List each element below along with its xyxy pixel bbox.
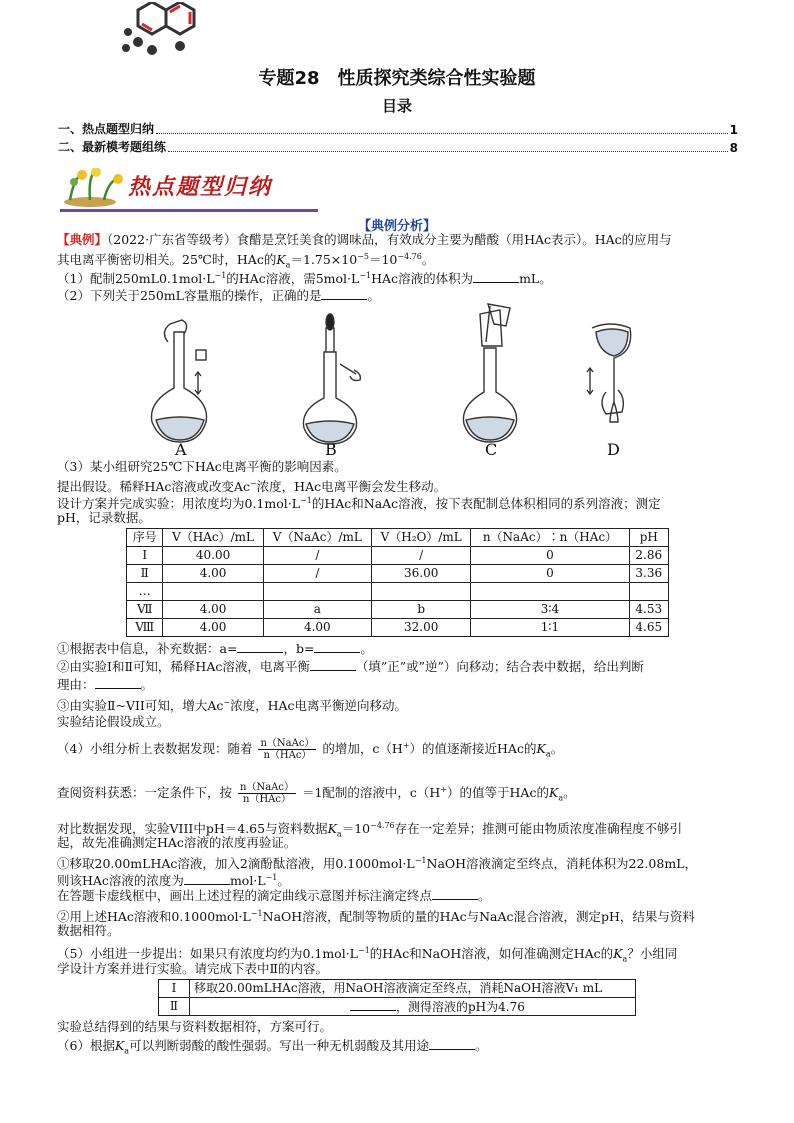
experiment-table bbox=[126, 528, 669, 637]
answer-blank[interactable] bbox=[432, 887, 478, 900]
ratio-fraction: $\frac{\text{n（NaAc）}}{\text{n（HAc）}}$ bbox=[240, 782, 294, 806]
q4-concentration: 则该HAc溶液的浓度为 $mol\cdot L^{-1}$。 bbox=[57, 873, 290, 889]
banner-underline bbox=[60, 209, 318, 212]
table-row: Ⅷ 4.00 4.00 32.00 1∶1 4.65 bbox=[127, 619, 669, 637]
q4-curve: 在答题卡虚线框中，画出上述过程的滴定曲线示意图并标注滴定终点 。 bbox=[57, 888, 491, 903]
q4-compare: 对比数据发现，实验VIII中pH＝4.65与资料数据$K_a=10^{-4.76}$存在一定差异；推测可能由物质浓度准确程度不够引 bbox=[57, 821, 683, 839]
question-2: （2）下列关于250mL容量瓶的操作，正确的是 。 bbox=[57, 288, 380, 303]
answer-blank[interactable] bbox=[184, 872, 230, 885]
answer-blank[interactable] bbox=[429, 1037, 475, 1050]
plan-table bbox=[158, 979, 636, 1016]
intro-line-1: 【典例】（2022·广东省等级考）食醋是烹饪美食的调味品，有效成分主要为醋酸（用HAc表示）。HAc的应用与 bbox=[57, 232, 672, 247]
question-5-b: 学设计方案并进行实验。请完成下表中Ⅱ的内容。 bbox=[57, 961, 328, 976]
q3-record: pH，记录数据。 bbox=[57, 510, 151, 525]
toc-entry-1[interactable] bbox=[58, 120, 738, 137]
conclusion-line: 实验结论假设成立。 bbox=[57, 714, 170, 729]
table-row: … bbox=[127, 583, 669, 601]
intro-line-2: 其电离平衡密切相关。25℃时，HAc的$K_a=1.75\times 10^{-5}=10^{-4.76}$。 bbox=[57, 252, 435, 270]
figure-label-b: B bbox=[325, 440, 337, 459]
q4-reference: 查阅资料获悉：一定条件下，按 $\frac{\text{n（NaAc）}}{\text{n（HAc）}}$ ＝1配制的溶液中，c（H+）的值等于HAc的$K_a$。 bbox=[57, 782, 576, 806]
figure-label-a: A bbox=[175, 440, 187, 459]
table-row: Ⅰ 40.00 / / 0 2.86 bbox=[127, 547, 669, 565]
summary-line: 实验总结得到的结果与资料数据相符，方案可行。 bbox=[57, 1019, 333, 1034]
answer-blank[interactable] bbox=[237, 640, 283, 653]
table-header-row: 序号 V（HAc）/mL V（NaAc）/mL V（H₂O）/mL n（NaAc）∶n（HAc） pH bbox=[127, 529, 669, 547]
toc-label: 一、热点题型归纳 bbox=[58, 122, 155, 136]
page-title: 专题28 性质探究类综合性实验题 bbox=[258, 68, 536, 89]
answer-blank[interactable] bbox=[310, 658, 356, 671]
sub-question-1: ①根据表中信息，补充数据：a= ，b= 。 bbox=[57, 641, 373, 656]
naphthalene-logo bbox=[118, 2, 198, 58]
section-banner: 热点题型归纳 bbox=[128, 174, 273, 200]
table-row: Ⅱ 4.00 / 36.00 0 3.36 bbox=[127, 565, 669, 583]
toc-heading: 目录 bbox=[381, 97, 412, 115]
toc-page: 8 bbox=[729, 141, 738, 155]
toc-label: 二、最新模考题组练 bbox=[58, 140, 167, 154]
table-row: Ⅱ ，测得溶液的pH为4.76 bbox=[159, 998, 636, 1016]
table-row: Ⅶ 4.00 a b 3∶4 4.53 bbox=[127, 601, 669, 619]
answer-blank[interactable] bbox=[321, 287, 367, 300]
toc-entry-2[interactable] bbox=[58, 138, 738, 155]
question-1: （1）配制$250mL0.1mol\cdot L^{-1}$的HAc溶液，需$5mol\cdot L^{-1}HAc$溶液的体积为 mL。 bbox=[57, 271, 552, 287]
sub-question-3: ③由实验Ⅱ~VII可知，增大Ac−浓度，HAc电离平衡逆向移动。 bbox=[57, 698, 408, 714]
answer-blank[interactable] bbox=[350, 998, 396, 1011]
q3-hypothesis: 提出假设。稀释HAc溶液或改变Ac−浓度，HAc电离平衡会发生移动。 bbox=[57, 479, 447, 495]
sub-question-2: ②由实验Ⅰ和Ⅱ可知，稀释HAc溶液，电离平衡 （填”正”或”逆”）向移动；结合表中数据，给出判断 bbox=[57, 659, 644, 674]
q3-design: 设计方案并完成实验：用浓度均为$0.1mol\cdot L^{-1}$的HAc和NaAc溶液，按下表配制总体积相同的系列溶液；测定 bbox=[57, 496, 661, 512]
figure-label-c: C bbox=[485, 440, 498, 459]
question-5: （5）小组进一步提出：如果只有浓度均约为$0.1mol\cdot L^{-1}$的HAc和NaOH溶液，如何准确测定HAc的$K_a$？小组同 bbox=[57, 946, 678, 964]
example-analysis-label: 【典例分析】 bbox=[357, 219, 436, 234]
q4-match: 数据相符。 bbox=[57, 923, 120, 938]
volumetric-flask-figure bbox=[140, 302, 660, 460]
question-4: （4）小组分析上表数据发现：随着 $\frac{\text{n（NaAc）}}{\text{n（HAc）}}$ 的增加，c（H+）的值逐渐接近HAc的$K_a$。 bbox=[57, 738, 564, 762]
figure-label-d: D bbox=[607, 440, 620, 459]
table-row: Ⅰ 移取20.00mLHAc溶液，用NaOH溶液滴定至终点，消耗NaOH溶液V₁ mL bbox=[159, 980, 636, 998]
ratio-fraction: $\frac{\text{n（NaAc）}}{\text{n（HAc）}}$ bbox=[260, 738, 315, 762]
question-6: （6）根据$K_a$可以判断弱酸的酸性强弱。写出一种无机弱酸及其用途 。 bbox=[57, 1038, 488, 1056]
answer-blank[interactable] bbox=[314, 640, 360, 653]
answer-blank[interactable] bbox=[95, 676, 141, 689]
q4-titration: ①移取20.00mLHAc溶液，加入2滴酚酞溶液，用$0.1000mol\cdot L^{-1}NaOH$溶液滴定至终点，消耗体积为22.08mL， bbox=[57, 856, 697, 872]
q4-compare-2: 起，故先准确测定HAc溶液的浓度再验证。 bbox=[57, 835, 297, 850]
question-3: （3）某小组研究25℃下HAc电离平衡的影响因素。 bbox=[57, 459, 347, 474]
sub-question-2-reason: 理由： 。 bbox=[57, 677, 154, 692]
q4-mixture: ②用上述HAc溶液和$0.1000mol\cdot L^{-1}NaOH$溶液，配制等物质的量的HAc与NaAc混合溶液，测定pH，结果与资料 bbox=[57, 909, 695, 925]
answer-blank[interactable] bbox=[473, 270, 519, 283]
toc-page: 1 bbox=[729, 123, 738, 137]
